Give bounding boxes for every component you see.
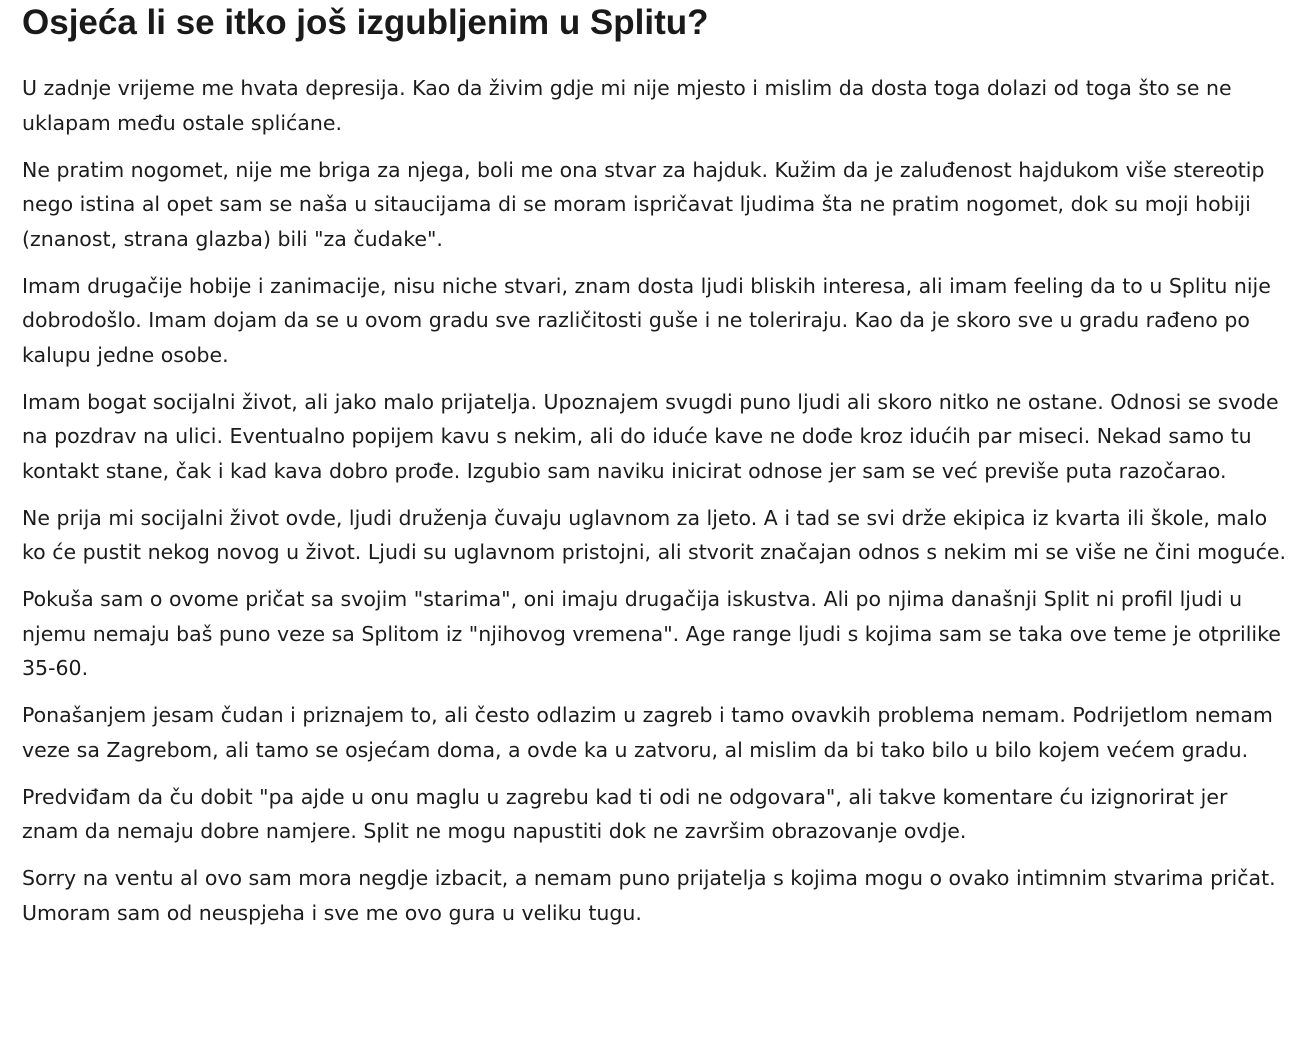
post-title: Osjeća li se itko još izgubljenim u Splitu? — [22, 3, 709, 42]
post-paragraph: Predviđam da ču dobit "pa ajde u onu maglu u zagrebu kad ti odi ne odgovara", ali takve komentare ću izignorirat jer znam da nemaju dobre namjere. Split ne mogu napustiti dok ne završim obrazovanje ovdje. — [22, 784, 1228, 843]
post-paragraph: U zadnje vrijeme me hvata depresija. Kao da živim gdje mi nije mjesto i mislim da dosta toga dolazi od toga što se ne uklapam među ostale splićane. — [22, 76, 1232, 135]
post-paragraph: Ne prija mi socijalni život ovde, ljudi druženja čuvaju uglavnom za ljeto. A i tad se svi drže ekipica iz kvarta ili škole, malo ko će pustit nekog novog u život. Ljudi su uglavnom pristojni, ali stvorit značajan odnos s nekim mi se više ne čini moguće. — [22, 505, 1287, 564]
post-paragraph: Sorry na ventu al ovo sam mora negdje izbacit, a nemam puno prijatelja s kojima mogu o ovako intimnim stvarima pričat. Umoram sam od neuspjeha i sve me ovo gura u veliku tugu. — [22, 866, 1276, 925]
post-paragraph: Ne pratim nogomet, nije me briga za njega, boli me ona stvar za hajduk. Kužim da je zaluđenost hajdukom više stereotip nego istina al opet sam se naša u sitaucijama di se moram ispričavat ljudima šta ne pratim nogomet, dok su moji hobiji (znanost, strana glazba) bili "za čudake". — [22, 157, 1265, 251]
post-paragraph: Pokuša sam o ovome pričat sa svojim "starima", oni imaju drugačija iskustva. Ali po njima današnji Split ni profil ljudi u njemu nemaju baš puno veze sa Splitom iz "njihovog vremena". Age range ljudi s kojima sam se taka ove teme je otprilike 35-60. — [22, 587, 1281, 680]
post-paragraph: Imam bogat socijalni život, ali jako malo prijatelja. Upoznajem svugdi puno ljudi ali skoro nitko ne ostane. Odnosi se svode na pozdrav na ulici. Eventualno popijem kavu s nekim, ali do iduće kave ne dođe kroz idućih par miseci. Nekad samo tu kontakt stane, čak i kad kava dobro prođe. Izgubio sam naviku inicirat odnose jer sam se već previše puta razočarao. — [22, 389, 1279, 483]
post — [22, 0, 1290, 943]
post-paragraph: Imam drugačije hobije i zanimacije, nisu niche stvari, znam dosta ljudi bliskih interesa, ali imam feeling da to u Splitu nije dobrodošlo. Imam dojam da se u ovom gradu sve različitosti guše i ne toleriraju. Kao da je skoro sve u gradu rađeno po kalupu jedne osobe. — [22, 273, 1271, 367]
post-paragraph: Ponašanjem jesam čudan i priznajem to, ali često odlazim u zagreb i tamo ovavkih problema nemam. Podrijetlom nemam veze sa Zagrebom, ali tamo se osjećam doma, a ovde ka u zatvoru, al mislim da bi tako bilo u bilo kojem većem gradu. — [22, 703, 1273, 762]
post-body — [22, 71, 1290, 930]
